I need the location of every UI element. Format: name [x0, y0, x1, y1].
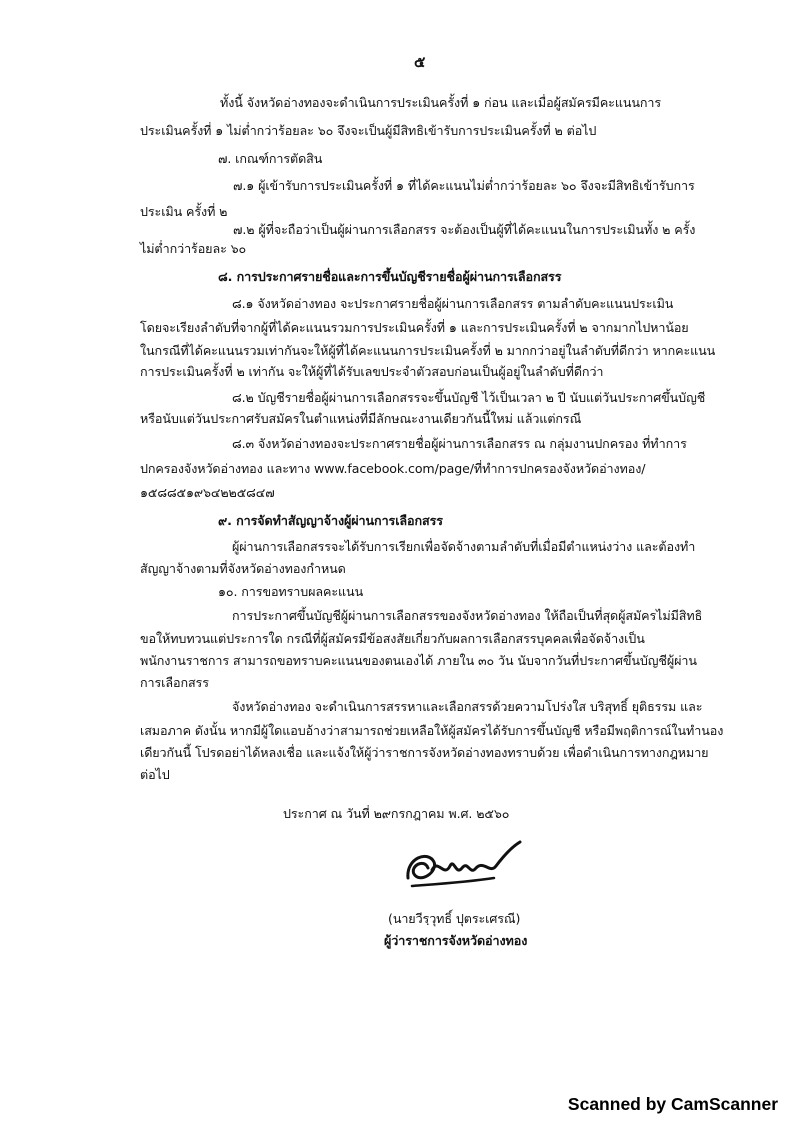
- paragraph-line: ปกครองจังหวัดอ่างทอง และทาง www.facebook.com/page/ที่ทำการปกครองจังหวัดอ่างทอง/: [140, 461, 646, 476]
- paragraph-line: จังหวัดอ่างทอง จะดำเนินการสรรหาและเลือกสรรด้วยความโปร่งใส บริสุทธิ์ ยุติธรรม และ: [232, 699, 703, 714]
- section-heading: ๙. การจัดทำสัญญาจ้างผู้ผ่านการเลือกสรร: [218, 513, 443, 528]
- paragraph-line: โดยจะเรียงลำดับที่จากผู้ที่ได้คะแนนรวมการประเมินครั้งที่ ๑ และการประเมินครั้งที่ ๒ จากมากไปหาน้อย: [140, 320, 689, 335]
- section-heading: ๑๐. การขอทราบผลคะแนน: [218, 584, 364, 599]
- paragraph-line: ในกรณีที่ได้คะแนนรวมเท่ากันจะให้ผู้ที่ได้คะแนนการประเมินครั้งที่ ๒ มากกว่าอยู่ในลำดับที่ดีกว่า หากคะแนน: [140, 343, 716, 358]
- paragraph-line: ๘.๒ บัญชีรายชื่อผู้ผ่านการเลือกสรรจะขึ้นบัญชี ไว้เป็นเวลา ๒ ปี นับแต่วันประกาศขึ้นบัญชี: [232, 390, 706, 405]
- paragraph-line: ขอให้ทบทวนแต่ประการใด กรณีที่ผู้สมัครมีข้อสงสัยเกี่ยวกับผลการเลือกสรรบุคคลเพื่อจัดจ้างเป็น: [140, 631, 645, 646]
- section-heading: ๘. การประกาศรายชื่อและการขึ้นบัญชีรายชื่อผู้ผ่านการเลือกสรร: [218, 269, 562, 284]
- paragraph-line: สัญญาจ้างตามที่จังหวัดอ่างทองกำหนด: [140, 561, 346, 576]
- paragraph-line: พนักงานราชการ สามารถขอทราบคะแนนของตนเองได้ ภายใน ๓๐ วัน นับจากวันที่ประกาศขึ้นบัญชีผู้ผ่าน: [140, 653, 697, 668]
- paragraph-line: ๗.๒ ผู้ที่จะถือว่าเป็นผู้ผ่านการเลือกสรร จะต้องเป็นผู้ที่ได้คะแนนในการประเมินทั้ง ๒ ครั้ง: [233, 222, 696, 237]
- signer-title: ผู้ว่าราชการจังหวัดอ่างทอง: [384, 933, 528, 948]
- paragraph-line: ๗.๑ ผู้เข้ารับการประเมินครั้งที่ ๑ ที่ได้คะแนนไม่ต่ำกว่าร้อยละ ๖๐ จึงจะมีสิทธิเข้ารับการ: [233, 178, 695, 193]
- paragraph-line: เดียวกันนี้ โปรดอย่าได้หลงเชื่อ และแจ้งให้ผู้ว่าราชการจังหวัดอ่างทองทราบด้วย เพื่อดำเนินการทางกฎหมาย: [140, 745, 709, 760]
- paragraph-line: ๘.๓ จังหวัดอ่างทองจะประกาศรายชื่อผู้ผ่านการเลือกสรร ณ กลุ่มงานปกครอง ที่ทำการ: [232, 436, 687, 451]
- section-heading: ๗. เกณฑ์การตัดสิน: [218, 151, 323, 166]
- paragraph-line: ไม่ต่ำกว่าร้อยละ ๖๐: [140, 241, 247, 256]
- announcement-date: ประกาศ ณ วันที่ ๒๙กรกฎาคม พ.ศ. ๒๕๖๐: [283, 806, 510, 821]
- paragraph-line: ทั้งนี้ จังหวัดอ่างทองจะดำเนินการประเมินครั้งที่ ๑ ก่อน และเมื่อผู้สมัครมีคะแนนการ: [220, 95, 662, 110]
- page-number: ๕: [414, 53, 426, 71]
- scanner-watermark: Scanned by CamScanner: [567, 1094, 778, 1114]
- paragraph-line: เสมอภาค ดังนั้น หากมีผู้ใดแอบอ้างว่าสามารถช่วยเหลือให้ผู้สมัครได้รับการขึ้นบัญชี หรือมีพฤติการณ์ในทำนอง: [140, 723, 724, 738]
- paragraph-line: ๘.๑ จังหวัดอ่างทอง จะประกาศรายชื่อผู้ผ่านการเลือกสรร ตามลำดับคะแนนประเมิน: [232, 296, 674, 311]
- paragraph-line: หรือนับแต่วันประกาศรับสมัครในตำแหน่งที่มีลักษณะงานเดียวกันนี้ใหม่ แล้วแต่กรณี: [140, 411, 582, 426]
- paragraph-line: ประเมินครั้งที่ ๑ ไม่ต่ำกว่าร้อยละ ๖๐ จึงจะเป็นผู้มีสิทธิเข้ารับการประเมินครั้งที่ ๒ ต่อไป: [140, 123, 597, 138]
- paragraph-line: การประกาศขึ้นบัญชีผู้ผ่านการเลือกสรรของจังหวัดอ่างทอง ให้ถือเป็นที่สุดผู้สมัครไม่มีสิทธิ: [232, 608, 703, 623]
- signer-name: (นายวีรฺวุทธิ์ ปุตระเศรณี): [388, 911, 521, 926]
- paragraph-line: ประเมิน ครั้งที่ ๒: [140, 204, 228, 219]
- paragraph-line: การเลือกสรร: [140, 675, 209, 690]
- paragraph-line: ผู้ผ่านการเลือกสรรจะได้รับการเรียกเพื่อจัดจ้างตามลำดับที่เมื่อมีตำแหน่งว่าง และต้องทำ: [232, 539, 696, 554]
- paragraph-line: ต่อไป: [140, 767, 170, 782]
- paragraph-line: ๑๕๘๘๕๑๙๖๔๒๒๕๘๔๗: [140, 485, 275, 500]
- paragraph-line: การประเมินครั้งที่ ๒ เท่ากัน จะให้ผู้ที่ได้รับเลขประจำตัวสอบก่อนเป็นผู้อยู่ในลำดับที่ดีกว่า: [140, 364, 604, 379]
- signature-image: [398, 838, 528, 898]
